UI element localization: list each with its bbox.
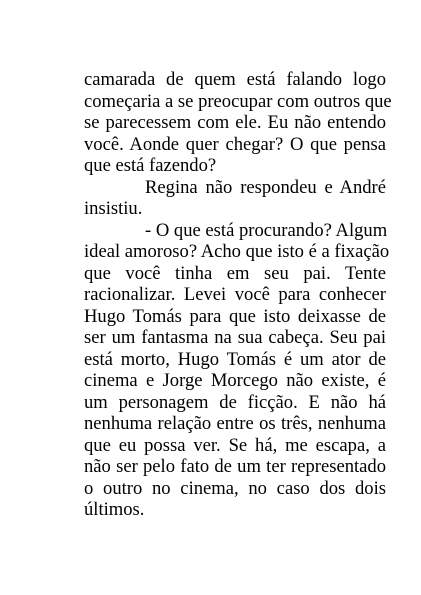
text-line: ideal amoroso? Acho que isto é a fixação [84, 241, 390, 262]
text-line: racionalizar. Levei você para conhecer [84, 284, 386, 305]
text-line: começaria a se preocupar com outros que [84, 90, 392, 112]
text-line: Hugo Tomás para que isto deixasse de [84, 305, 386, 327]
text-line: se parecessem com ele. Eu não entendo [84, 112, 386, 133]
text-line: cinema e Jorge Morcego não existe, é [84, 370, 386, 391]
text-line: o outro no cinema, no caso dos dois [84, 477, 386, 499]
text-line: que eu possa ver. Se há, me escapa, a [84, 434, 386, 456]
text-line: você. Aonde quer chegar? O que pensa [84, 133, 386, 155]
text-line: não ser pelo fato de um ter representado [84, 456, 386, 477]
text-line: está morto, Hugo Tomás é um ator de [84, 348, 386, 370]
text-line: - O que está procurando? Algum [145, 219, 388, 241]
text-line: ser um fantasma na sua cabeça. Seu pai [84, 327, 386, 348]
text-line: nenhuma relação entre os três, nenhuma [84, 413, 386, 434]
text-line: Regina não respondeu e André [145, 176, 386, 198]
text-line: camarada de quem está falando logo [84, 69, 386, 90]
body-text [84, 69, 392, 521]
text-line: que está fazendo? [84, 155, 217, 176]
text-line: que você tinha em seu pai. Tente [84, 262, 386, 284]
text-line: últimos. [84, 499, 145, 520]
text-line: um personagem de ficção. E não há [84, 391, 386, 413]
text-line: insistiu. [84, 198, 143, 219]
